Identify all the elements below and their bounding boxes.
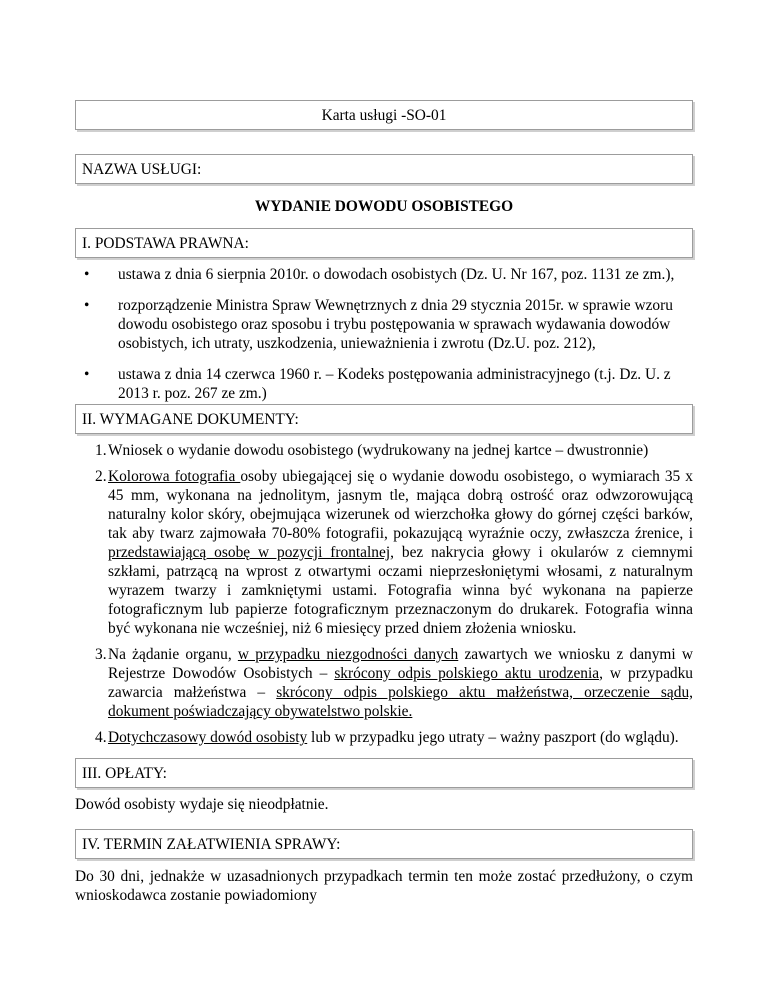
legal-basis-heading-box [75, 228, 693, 258]
legal-basis-item-text: ustawa z dnia 14 czerwca 1960 r. – Kodeks postępowania administracyjnego (t.j. Dz. U. z 2013 r. poz. 267 ze zm.) [118, 366, 671, 402]
item-number: 2. [95, 468, 107, 485]
service-name-heading: WYDANIE DOWODU OSOBISTEGO [254, 198, 514, 215]
underlined-text: Dotychczasowy dowód osobisty [108, 729, 308, 746]
fees-text: Dowód osobisty wydaje się nieodpłatnie. [75, 796, 329, 813]
item-text: , w przypadku zawarcia małżeństwa – [108, 665, 694, 701]
legal-basis-item-text: ustawa z dnia 6 sierpnia 2010r. o dowodach osobistych (Dz. U. Nr 167, poz. 1131 ze zm.), [118, 266, 675, 283]
legal-basis-item [75, 265, 693, 284]
legal-basis-heading: I. PODSTAWA PRAWNA: [82, 235, 249, 252]
item-text: , bez nakrycia głowy i okularów z ciemnymi szkłami, patrzącą na wprost z otwartymi oczami nieprzesłoniętymi włosami, z naturalnym wyrazem twarzy i zamkniętymi ustami. Fotografia winna być wykonana na papierze fotograficznym lub papierze fotograficznym przeznaczonym do drukarek. Fotografia winna być wykonana nie wcześniej, niż 6 miesięcy przed dniem złożenia wniosku. [108, 544, 693, 637]
item-text: osoby ubiegającej się o wydanie dowodu osobistego, o wymiarach 35 x 45 mm, wykonana na jednolitym, jasnym tle, mająca dobrą ostrość oraz odwzorowującą naturalny kolor skóry, obejmująca wizerunek od wierzchołka głowy do górnej części barków, tak aby twarz zajmowała 70-80% fotografii, pokazującą wyraźnie oczy, zwłaszcza źrenice, i [108, 468, 693, 542]
item-text: Wniosek o wydanie dowodu osobistego (wydrukowany na jednej kartce – dwustronnie) [108, 442, 649, 459]
item-number: 4. [95, 729, 107, 746]
item-text: lub w przypadku jego utraty – ważny paszport (do wglądu). [307, 729, 679, 746]
required-documents-list [75, 441, 693, 754]
underlined-text: skrócony odpis polskiego aktu urodzenia [334, 665, 600, 682]
required-documents-heading: II. WYMAGANE DOKUMENTY: [82, 411, 299, 428]
legal-basis-list [75, 265, 693, 415]
fees-heading-box [75, 758, 693, 788]
legal-basis-item-text: rozporządzenie Ministra Spraw Wewnętrznych z dnia 29 stycznia 2015r. w sprawie wzoru dowodu osobistego oraz sposobu i trybu postępowania w sprawach wydawania dowodów osobistych, ich utraty, uszkodzenia, unieważnienia i zwrotu (Dz.U. poz. 212), [118, 297, 673, 352]
item-text: zawartych we wniosku z danymi w Rejestrze Dowodów Osobistych – [108, 646, 693, 682]
underlined-text: Kolorowa fotografia [108, 468, 241, 485]
service-name-label: NAZWA USŁUGI: [82, 161, 202, 178]
underlined-text: w przypadku niezgodności danych [237, 646, 459, 663]
required-document-item [75, 467, 693, 638]
required-document-item [75, 645, 693, 721]
term-text: Do 30 dni, jednakże w uzasadnionych przypadkach termin ten może zostać przedłużony, o czym wnioskodawca zostanie powiadomiony [75, 868, 693, 904]
item-number: 1. [95, 442, 107, 459]
item-text: Na żądanie organu, [108, 646, 238, 663]
bullet-icon: • [84, 297, 90, 314]
underlined-text: przedstawiającą osobę w pozycji frontalnej [108, 544, 391, 561]
fees-heading: III. OPŁATY: [82, 765, 167, 782]
required-document-item [75, 441, 693, 460]
legal-basis-item [75, 296, 693, 353]
card-title: Karta usługi -SO-01 [321, 107, 447, 124]
legal-basis-item [75, 365, 693, 403]
required-document-item [75, 728, 693, 747]
bullet-icon: • [84, 266, 90, 283]
required-documents-heading-box [75, 404, 693, 434]
item-number: 3. [95, 646, 107, 663]
term-heading: IV. TERMIN ZAŁATWIENIA SPRAWY: [82, 836, 341, 853]
underlined-text: skrócony odpis polskiego aktu małżeństwa, orzeczenie sądu, dokument poświadczający obywatelstwo polskie. [108, 684, 693, 720]
bullet-icon: • [84, 366, 90, 383]
term-heading-box [75, 829, 693, 859]
card-title-box [75, 100, 693, 130]
service-name-label-box [75, 154, 693, 184]
